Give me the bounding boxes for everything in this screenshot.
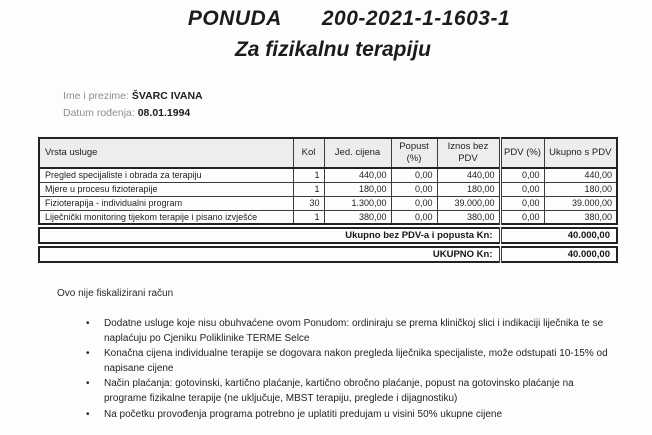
cell-total-incl-vat: 380,00: [544, 210, 617, 224]
table-header-row: [39, 138, 617, 168]
grand-total-row: [38, 246, 618, 263]
cell-vat: 0,00: [500, 210, 544, 224]
cell-qty: 1: [293, 210, 324, 224]
cell-amount-excl-vat: 380,00: [437, 210, 500, 224]
patient-info: [63, 88, 203, 121]
term-text: Konačna cijena individualne terapije se dogovara nakon pregleda liječnika specijaliste, može odstupati 10-15% od napisane cijene: [104, 348, 608, 374]
patient-dob-label: Datum rođenja:: [63, 106, 135, 119]
cell-unit-price: 1.300,00: [324, 196, 391, 210]
table-row: [39, 168, 617, 182]
cell-total-incl-vat: 180,00: [544, 182, 617, 196]
cell-service: Mjere u procesu fizioterapije: [39, 182, 293, 196]
list-item: [86, 408, 608, 423]
col-header-qty: Kol: [293, 138, 324, 168]
cell-discount: 0,00: [391, 182, 437, 196]
services-table: [38, 137, 618, 225]
patient-dob-value: 08.01.1994: [137, 106, 191, 119]
table-row: [39, 196, 617, 210]
bullet-icon: •: [86, 408, 90, 420]
term-text: Način plaćanja: gotovinski, kartično plaćanje, kartično obročno plaćanje, popust na gotovinsko plaćanje na programe fizikalne terapije (ne uključuje, MBST terapiju, preglede i dijagnostiku): [104, 378, 574, 404]
col-header-unit-price: Jed. cijena: [324, 138, 391, 168]
term-text: Na početku provođenja programa potrebno je uplatiti predujam u visini 50% ukupne cijene: [104, 408, 503, 420]
fiscal-note: Ovo nije fiskalizirani račun: [57, 288, 174, 299]
cell-unit-price: 380,00: [324, 210, 391, 224]
col-header-discount: Popust (%): [391, 138, 437, 168]
cell-discount: 0,00: [391, 168, 437, 182]
subtotal-label: Ukupno bez PDV-a i popusta Kn:: [345, 230, 493, 241]
patient-name-row: [63, 88, 203, 105]
table-row: [39, 210, 617, 224]
cell-vat: 0,00: [500, 182, 544, 196]
list-item: [86, 317, 608, 346]
patient-dob-row: [63, 105, 203, 122]
cell-vat: 0,00: [500, 168, 544, 182]
document-subtitle: Za fizikalnu terapiju: [234, 38, 432, 61]
list-item: [86, 347, 608, 376]
patient-name-value: ŠVARC IVANA: [131, 90, 203, 102]
title-line: [0, 7, 652, 31]
terms-list: [86, 317, 608, 423]
subtotal-value: 40.000,00: [500, 228, 617, 243]
cell-vat: 0,00: [500, 196, 544, 210]
cell-total-incl-vat: 440,00: [544, 168, 617, 182]
list-item: [86, 377, 608, 406]
cell-total-incl-vat: 39.000,00: [544, 196, 617, 210]
cell-service: Liječnički monitoring tijekom terapije i pisano izvješće: [39, 210, 293, 224]
table-row: [39, 182, 617, 196]
cell-service: Pregled specijaliste i obrada za terapiju: [39, 168, 293, 182]
cell-unit-price: 180,00: [324, 182, 391, 196]
term-text: Dodatne usluge koje nisu obuhvaćene ovom Ponudom: ordiniraju se prema kliničkoj slici i indikaciji liječnika te se naplaćuju po Cjeniku Poliklinike TERME Selce: [104, 318, 604, 344]
col-header-vat: PDV (%): [500, 138, 544, 168]
offer-label: PONUDA: [187, 7, 282, 30]
cell-discount: 0,00: [391, 196, 437, 210]
bullet-icon: •: [86, 318, 90, 329]
grand-total-value: 40.000,00: [500, 247, 617, 262]
cell-unit-price: 440,00: [324, 168, 391, 182]
patient-name-label: Ime i prezime:: [63, 90, 129, 102]
services-table-wrap: [38, 137, 616, 263]
cell-amount-excl-vat: 180,00: [437, 182, 500, 196]
col-header-amount-excl-vat: Iznos bez PDV: [437, 138, 500, 168]
cell-qty: 30: [293, 196, 324, 210]
col-header-service: Vrsta usluge: [39, 138, 293, 168]
bullet-icon: •: [86, 348, 90, 360]
cell-qty: 1: [293, 168, 324, 182]
cell-amount-excl-vat: 39.000,00: [437, 196, 500, 210]
cell-qty: 1: [293, 182, 324, 196]
cell-service: Fizioterapija - individualni program: [39, 196, 293, 210]
col-header-total-incl-vat: Ukupno s PDV: [544, 138, 617, 168]
cell-discount: 0,00: [391, 210, 437, 224]
cell-amount-excl-vat: 440,00: [437, 168, 500, 182]
bullet-icon: •: [86, 378, 90, 390]
grand-total-label: UKUPNO Kn:: [432, 249, 493, 260]
offer-number: 200-2021-1-1603-1: [321, 7, 511, 30]
document-title-block: [0, 0, 652, 62]
subtotal-row: [38, 227, 618, 244]
